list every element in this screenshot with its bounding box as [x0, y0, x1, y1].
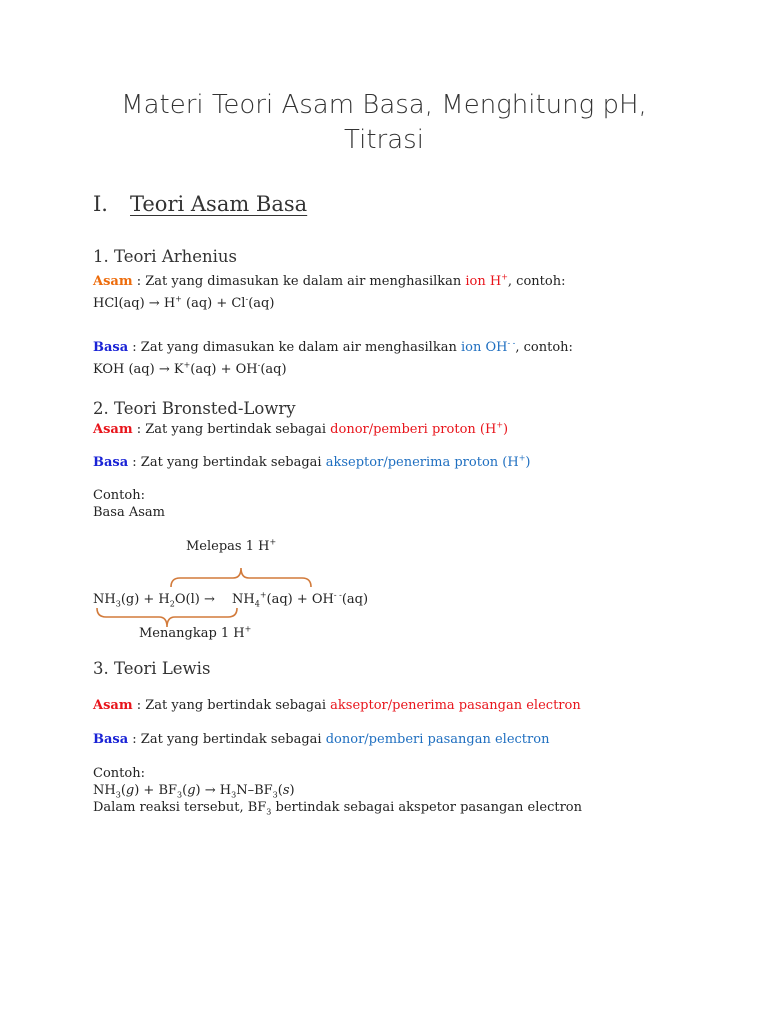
basa-highlight: ion OH- -	[460, 338, 516, 355]
lewis-equation: $NH_3(g) + BF_3(g) \to H_3N-BF_3(s)$	[93, 783, 295, 800]
bronsted-asam-line: Asam : Zat yang bertindak sebagai donor/pemberi proton (H+)	[93, 420, 509, 437]
arhenius-asam-line: Asam : Zat yang dimasukan ke dalam air menghasilkan ion H+, contoh:	[93, 272, 566, 289]
arhenius-eq-hcl: HCl(aq) → H+ (aq) + Cl-(aq)	[93, 294, 275, 311]
heading-arhenius: 1. Teori Arhenius	[93, 247, 238, 266]
section-number: I.	[93, 192, 108, 216]
basa-highlight: donor/pemberi pasangan electron	[325, 732, 550, 747]
lewis-note: Dalam reaksi tersebut, $BF_3$ bertindak sebagai akspetor pasangan electron	[93, 800, 583, 817]
asam-label: Asam	[93, 274, 133, 289]
asam-definition: : Zat yang dimasukan ke dalam air menghasilkan	[132, 274, 466, 289]
lewis-contoh: Contoh:	[93, 766, 145, 781]
bronsted-basa-asam: Basa Asam	[93, 505, 165, 520]
basa-label: Basa	[93, 732, 129, 747]
upper-brace-icon	[170, 566, 313, 588]
page-title-line2: Titrasi	[344, 125, 424, 155]
asam-highlight: akseptor/penerima pasangan electron	[330, 698, 581, 713]
asam-highlight: ion H+	[465, 272, 508, 289]
bronsted-contoh: Contoh:	[93, 488, 145, 503]
page-title-line1: Materi Teori Asam Basa, Menghitung pH,	[121, 90, 647, 120]
section-title: Teori Asam Basa	[130, 192, 308, 216]
lewis-asam-line: Asam : Zat yang bertindak sebagai akseptor/penerima pasangan electron	[93, 698, 581, 713]
heading-lewis: 3. Teori Lewis	[93, 659, 211, 678]
basa-highlight: akseptor/penerima proton (H+)	[325, 453, 531, 470]
arhenius-eq-koh: KOH (aq) → K+(aq) + OH-(aq)	[93, 360, 287, 377]
heading-bronsted: 2. Teori Bronsted-Lowry	[93, 399, 296, 418]
basa-label: Basa	[93, 455, 129, 470]
bronsted-eq-left: $NH_3(g) + H_2O(l)$ →	[93, 592, 215, 609]
lewis-basa-line: Basa : Zat yang bertindak sebagai donor/pemberi pasangan electron	[93, 732, 550, 747]
arhenius-basa-line: Basa : Zat yang dimasukan ke dalam air menghasilkan ion OH- -, contoh:	[93, 338, 573, 355]
basa-label: Basa	[93, 340, 129, 355]
asam-label: Asam	[93, 422, 133, 437]
melepas-label: Melepas 1 H+	[186, 537, 277, 554]
bronsted-basa-line: Basa : Zat yang bertindak sebagai akseptor/penerima proton (H+)	[93, 453, 531, 470]
menangkap-label: Menangkap 1 H+	[139, 624, 252, 641]
asam-label: Asam	[93, 698, 133, 713]
bronsted-eq-right: $NH_4^+(aq) + OH^{- -}(aq)$	[232, 590, 369, 609]
asam-highlight: donor/pemberi proton (H+)	[330, 420, 509, 437]
